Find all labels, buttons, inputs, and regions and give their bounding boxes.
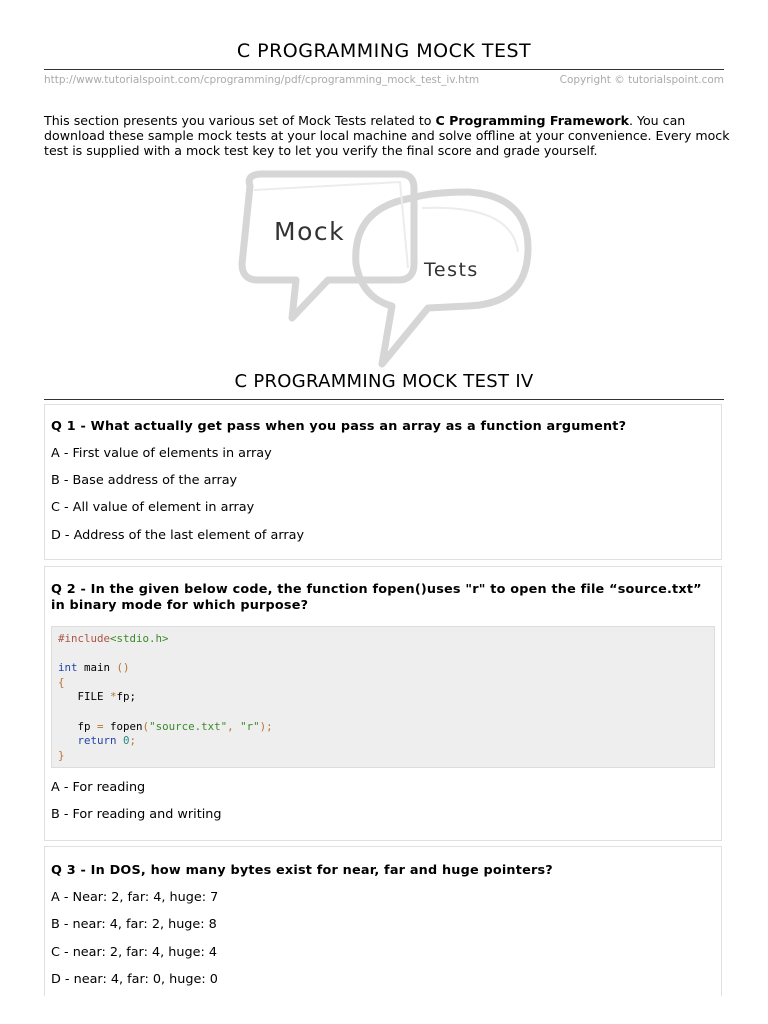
logo-word-tests: Tests [424, 259, 479, 281]
code-token: 0 [116, 734, 130, 748]
question-card-2 [44, 566, 722, 841]
question-card-1 [44, 404, 722, 560]
question-card-3 [44, 846, 722, 996]
logo-word-mock: Mock [274, 217, 346, 246]
question-text: Q 2 - In the given below code, the function fopen()uses "r" to open the file “source.txt” in binary mode for which purpose? [51, 582, 702, 613]
option-c[interactable]: C - near: 2, far: 4, huge: 4 [51, 945, 217, 960]
option-a[interactable]: A - For reading [51, 780, 146, 795]
option-d[interactable]: D - near: 4, far: 0, huge: 0 [51, 972, 218, 987]
mock-tests-logo [232, 168, 532, 378]
intro-text-end: . You can download these sample mock tests at your local machine and solve offline at your convenience. Every mock test is supplied with a mock test key to let you verify the final score and grade yourself. [44, 113, 730, 158]
source-url: http://www.tutorialspoint.com/cprogramming/pdf/cprogramming_mock_test_iv.htm [44, 74, 480, 86]
code-snippet [51, 626, 715, 768]
option-c[interactable]: C - All value of element in array [51, 500, 255, 515]
intro-text-start: This section presents you various set of Mock Tests related to [44, 113, 436, 128]
code-token: ( [142, 719, 150, 733]
code-token: ; [129, 734, 137, 748]
code-token: int [58, 661, 78, 675]
code-token: main [77, 661, 117, 675]
option-b[interactable]: B - For reading and writing [51, 807, 222, 822]
code-token: , [227, 719, 241, 733]
code-token: fp; [116, 690, 137, 704]
option-b[interactable]: B - near: 4, far: 2, huge: 8 [51, 917, 217, 932]
copyright-notice: Copyright © tutorialspoint.com [559, 74, 724, 86]
page-title: C PROGRAMMING MOCK TEST [236, 40, 532, 62]
section-divider [44, 399, 724, 400]
question-text: Q 3 - In DOS, how many bytes exist for near, far and huge pointers? [51, 863, 553, 878]
code-token: { [58, 675, 65, 689]
code-token: return [58, 734, 117, 748]
question-text: Q 1 - What actually get pass when you pass an array as a function argument? [51, 419, 627, 434]
code-token: fp [58, 719, 98, 733]
code-token: <stdio.h> [110, 632, 169, 645]
header-divider [44, 69, 724, 70]
option-a[interactable]: A - First value of elements in array [51, 446, 272, 461]
option-a[interactable]: A - Near: 2, far: 4, huge: 7 [51, 890, 219, 905]
code-token: ); [259, 719, 273, 733]
option-b[interactable]: B - Base address of the array [51, 473, 238, 488]
code-token: } [58, 748, 65, 762]
test-title: C PROGRAMMING MOCK TEST IV [234, 371, 534, 392]
code-token: "r" [240, 719, 260, 733]
intro-bold-term: C Programming Framework [435, 113, 629, 128]
intro-paragraph [44, 113, 734, 158]
code-token: fopen [103, 719, 143, 733]
code-token: #include [58, 632, 111, 645]
option-d[interactable]: D - Address of the last element of array [51, 528, 305, 543]
code-token: "source.txt" [149, 719, 228, 733]
code-token: * [110, 690, 117, 704]
speech-bubble-back-icon [242, 174, 414, 318]
code-token: () [116, 661, 130, 675]
code-token: FILE [58, 690, 111, 704]
code-token: = [97, 719, 104, 733]
